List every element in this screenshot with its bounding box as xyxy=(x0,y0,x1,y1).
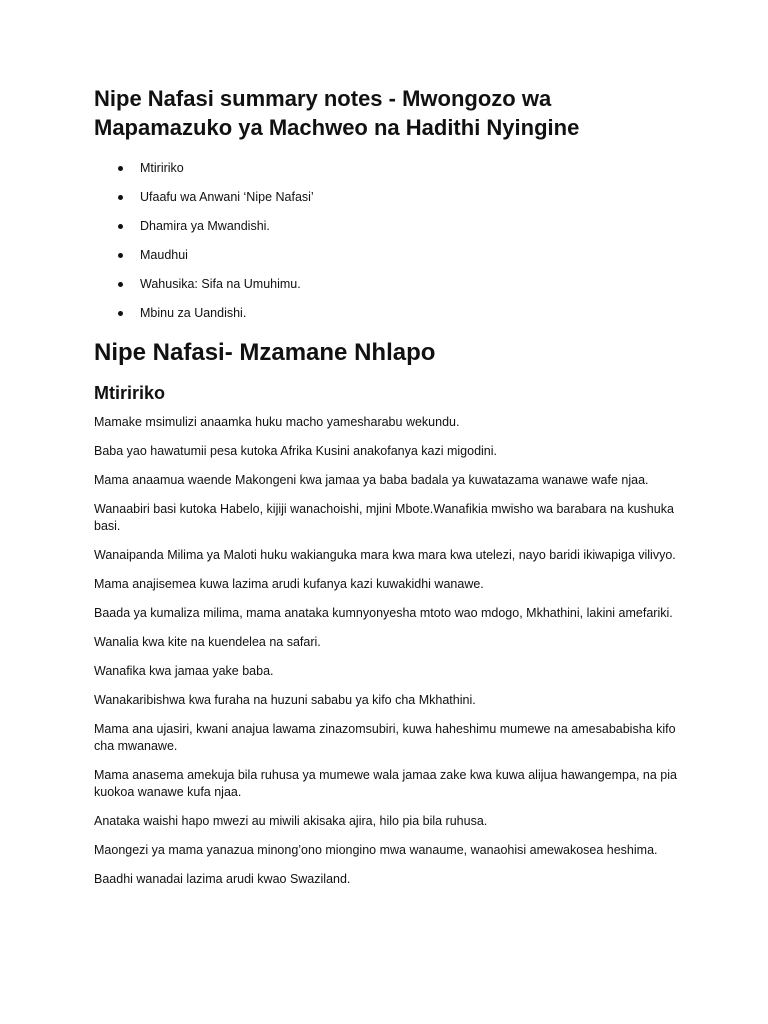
list-item xyxy=(94,276,688,292)
paragraph: Mamake msimulizi anaamka huku macho yamesharabu wekundu. xyxy=(94,415,460,429)
list-item xyxy=(94,305,688,321)
paragraph: Wanalia kwa kite na kuendelea na safari. xyxy=(94,635,321,649)
page-title: Nipe Nafasi summary notes - Mwongozo wa Mapamazuko ya Machweo na Hadithi Nyingine xyxy=(94,86,580,140)
subsection-heading: Mtiririko xyxy=(94,383,166,403)
section-heading: Nipe Nafasi- Mzamane Nhlapo xyxy=(94,339,436,366)
paragraph: Mama anajisemea kuwa lazima arudi kufanya kazi kuwakidhi wanawe. xyxy=(94,577,484,591)
bullet-icon xyxy=(118,253,123,258)
paragraph: Maongezi ya mama yanazua minong’ono miongino mwa wanaume, wanaohisi amewakosea heshima. xyxy=(94,843,658,857)
paragraph: Wanaabiri basi kutoka Habelo, kijiji wanachoishi, mjini Mbote.Wanafikia mwisho wa barabara na kushuka basi. xyxy=(94,502,674,533)
list-item xyxy=(94,247,688,263)
list-item-label: Ufaafu wa Anwani ‘Nipe Nafasi’ xyxy=(140,190,314,204)
bullet-icon xyxy=(118,282,123,287)
list-item xyxy=(94,189,688,205)
bullet-icon xyxy=(118,166,123,171)
paragraph: Wanafika kwa jamaa yake baba. xyxy=(94,664,274,678)
list-item-label: Wahusika: Sifa na Umuhimu. xyxy=(140,277,301,291)
list-item-label: Mtiririko xyxy=(140,161,184,175)
bullet-icon xyxy=(118,195,123,200)
paragraph: Baadhi wanadai lazima arudi kwao Swaziland. xyxy=(94,872,351,886)
bullet-list xyxy=(94,160,688,321)
paragraph: Baba yao hawatumii pesa kutoka Afrika Kusini anakofanya kazi migodini. xyxy=(94,444,498,458)
paragraph: Mama ana ujasiri, kwani anajua lawama zinazomsubiri, kuwa haheshimu mumewe na amesababisha kifo cha mwanawe. xyxy=(94,722,676,753)
list-item xyxy=(94,218,688,234)
paragraph-list xyxy=(94,414,688,888)
paragraph: Anataka waishi hapo mwezi au miwili akisaka ajira, hilo pia bila ruhusa. xyxy=(94,814,488,828)
paragraph: Mama anasema amekuja bila ruhusa ya mumewe wala jamaa zake kwa kuwa alijua hawangempa, na pia kuokoa wanawe kufa njaa. xyxy=(94,768,677,799)
list-item xyxy=(94,160,688,176)
paragraph: Mama anaamua waende Makongeni kwa jamaa ya baba badala ya kuwatazama wanawe wafe njaa. xyxy=(94,473,649,487)
paragraph: Wanakaribishwa kwa furaha na huzuni sababu ya kifo cha Mkhathini. xyxy=(94,693,476,707)
paragraph: Wanaipanda Milima ya Maloti huku wakianguka mara kwa mara kwa utelezi, nayo baridi ikiwapiga vilivyo. xyxy=(94,548,676,562)
list-item-label: Maudhui xyxy=(140,248,188,262)
paragraph: Baada ya kumaliza milima, mama anataka kumnyonyesha mtoto wao mdogo, Mkhathini, lakini amefariki. xyxy=(94,606,673,620)
list-item-label: Dhamira ya Mwandishi. xyxy=(140,219,270,233)
bullet-icon xyxy=(118,224,123,229)
list-item-label: Mbinu za Uandishi. xyxy=(140,306,247,320)
bullet-icon xyxy=(118,311,123,316)
